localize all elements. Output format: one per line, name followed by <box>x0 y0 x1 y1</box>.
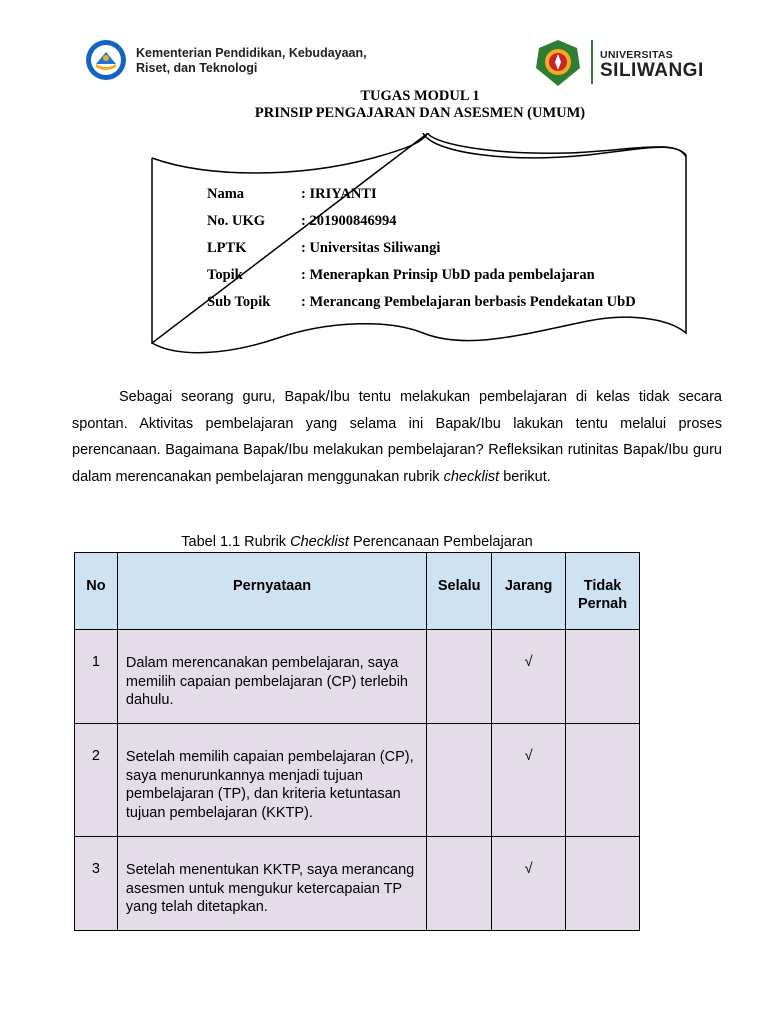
header-selalu: Selalu <box>427 553 492 630</box>
cell-selalu <box>427 630 492 724</box>
intro-paragraph <box>72 384 722 490</box>
cell-selalu <box>427 837 492 931</box>
table-header-row <box>75 553 640 630</box>
info-row-sub-topik <box>207 294 636 321</box>
table-row <box>75 837 640 931</box>
paragraph-italic-term: checklist <box>443 468 500 485</box>
info-row-topik <box>207 267 636 294</box>
caption-text-end: Perencanaan Pembelajaran <box>348 534 533 550</box>
row-number: 3 <box>75 837 118 931</box>
cell-tidak-pernah <box>566 630 640 724</box>
ministry-line-1: Kementerian Pendidikan, Kebudayaan, <box>136 46 367 60</box>
document-title: TUGAS MODUL 1 <box>360 88 480 104</box>
identity-block <box>207 186 636 321</box>
header-jarang: Jarang <box>492 553 566 630</box>
paragraph-text: Sebagai seorang guru, Bapak/Ibu tentu melakukan pembelajaran di kelas tidak secara spontan. Aktivitas pembelajaran yang selama ini Bapak/Ibu lakukan tentu melalui proses perencanaan. Bagaimana Bapak/Ibu melakukan pembelajaran? Refleksikan rutinitas Bapak/Ibu guru dalam merencanakan pembelajaran menggunakan rubrik <box>72 389 722 485</box>
info-label: Nama <box>207 186 245 202</box>
row-statement: Dalam merencanakan pembelajaran, saya memilih capaian pembelajaran (CP) terlebih dahulu. <box>117 630 426 724</box>
info-value: : IRIYANTI <box>301 186 377 202</box>
document-subtitle: PRINSIP PENGAJARAN DAN ASESMEN (UMUM) <box>254 105 586 121</box>
info-row-lptk <box>207 240 636 267</box>
kemdikbud-logo-icon <box>84 38 128 82</box>
info-value: : Menerapkan Prinsip UbD pada pembelajaran <box>301 267 595 283</box>
info-label: Sub Topik <box>207 294 271 310</box>
ministry-name <box>136 46 367 76</box>
row-statement: Setelah memilih capaian pembelajaran (CP), saya menurunkannya menjadi tujuan pembelajaran (TP), dan kriteria ketuntasan tujuan pembelajaran (KKTP). <box>117 724 426 837</box>
ministry-line-2: Riset, dan Teknologi <box>136 61 258 75</box>
paragraph-text-end: berikut. <box>499 468 551 485</box>
document-header <box>0 0 768 90</box>
header-statement: Pernyataan <box>117 553 426 630</box>
unsil-logo-icon <box>533 38 583 88</box>
table-caption <box>74 533 640 551</box>
caption-text: Tabel 1.1 Rubrik <box>181 534 291 550</box>
cell-jarang-check: √ <box>492 837 566 931</box>
info-value: : Merancang Pembelajaran berbasis Pendekatan UbD <box>301 294 636 310</box>
info-label: LPTK <box>207 240 247 256</box>
row-number: 1 <box>75 630 118 724</box>
university-line-2: SILIWANGI <box>600 60 704 81</box>
info-label: No. UKG <box>207 213 265 229</box>
university-name <box>600 49 704 81</box>
info-value: : Universitas Siliwangi <box>301 240 441 256</box>
table-row <box>75 630 640 724</box>
cell-jarang-check: √ <box>492 630 566 724</box>
row-statement: Setelah menentukan KKTP, saya merancang asesmen untuk mengukur ketercapaian TP yang telah ditetapkan. <box>117 837 426 931</box>
cell-selalu <box>427 724 492 837</box>
info-row-no-ukg <box>207 213 636 240</box>
row-number: 2 <box>75 724 118 837</box>
info-value: : 201900846994 <box>301 213 397 229</box>
info-label: Topik <box>207 267 243 283</box>
cell-tidak-pernah <box>566 724 640 837</box>
logo-divider <box>591 40 593 84</box>
university-line-1: UNIVERSITAS <box>600 49 674 61</box>
info-row-nama <box>207 186 636 213</box>
header-tidak-pernah: Tidak Pernah <box>566 553 640 630</box>
cell-jarang-check: √ <box>492 724 566 837</box>
cell-tidak-pernah <box>566 837 640 931</box>
caption-italic: Checklist <box>290 534 349 550</box>
header-no: No <box>75 553 118 630</box>
rubric-checklist-table <box>74 552 640 931</box>
table-row <box>75 724 640 837</box>
